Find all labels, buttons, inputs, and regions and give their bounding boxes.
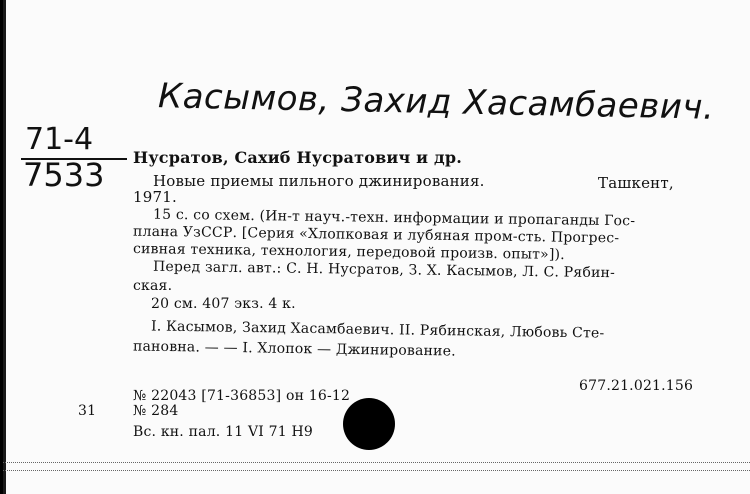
publication-year: 1971. xyxy=(133,188,177,206)
fold-line xyxy=(3,462,750,463)
description-line: плана УзССР. [Серия «Хлопковая и лубяная пром-сть. Прогрес- xyxy=(132,223,620,247)
catalog-card xyxy=(3,0,750,494)
description-line: 15 с. со схем. (Ин-т науч.-техн. информации и пропаганды Гос- xyxy=(152,206,636,230)
shelf-mark-bottom: 7533 xyxy=(23,156,105,194)
tracing-line: I. Касымов, Захид Хасамбаевич. II. Рябинская, Любовь Сте- xyxy=(150,318,605,342)
description-line: ская. xyxy=(133,278,173,294)
registration-number: № 22043 [71-36853] он 16-12 xyxy=(133,388,351,404)
printed-line: Вс. кн. пал. 11 VI 71 Н9 xyxy=(133,424,314,440)
card-edge-shadow xyxy=(3,0,6,494)
handwritten-name: Касымов, Захид Хасамбаевич. xyxy=(157,76,715,128)
title-line: Новые приемы пильного джинирования. xyxy=(153,172,485,190)
publication-place: Ташкент, xyxy=(598,174,674,192)
fold-line-2 xyxy=(3,470,750,471)
shelf-mark-top: 71-4 xyxy=(25,122,94,157)
description-line: Перед загл. авт.: С. Н. Нусратов, З. Х. Касымов, Л. С. Рябин- xyxy=(152,258,616,282)
left-number: 31 xyxy=(78,403,97,419)
udc-classification: 677.21.021.156 xyxy=(579,378,694,394)
ink-stamp xyxy=(343,398,395,450)
second-number: № 284 xyxy=(133,403,179,419)
description-line: сивная техника, технология, передовой произв. опыт»]). xyxy=(132,240,565,264)
physical-description: 20 см. 407 экз. 4 к. xyxy=(151,296,296,312)
author-heading: Нусратов, Сахиб Нусратович и др. xyxy=(133,148,463,167)
tracing-line: пановна. — — I. Хлопок — Джинирование. xyxy=(132,338,456,360)
